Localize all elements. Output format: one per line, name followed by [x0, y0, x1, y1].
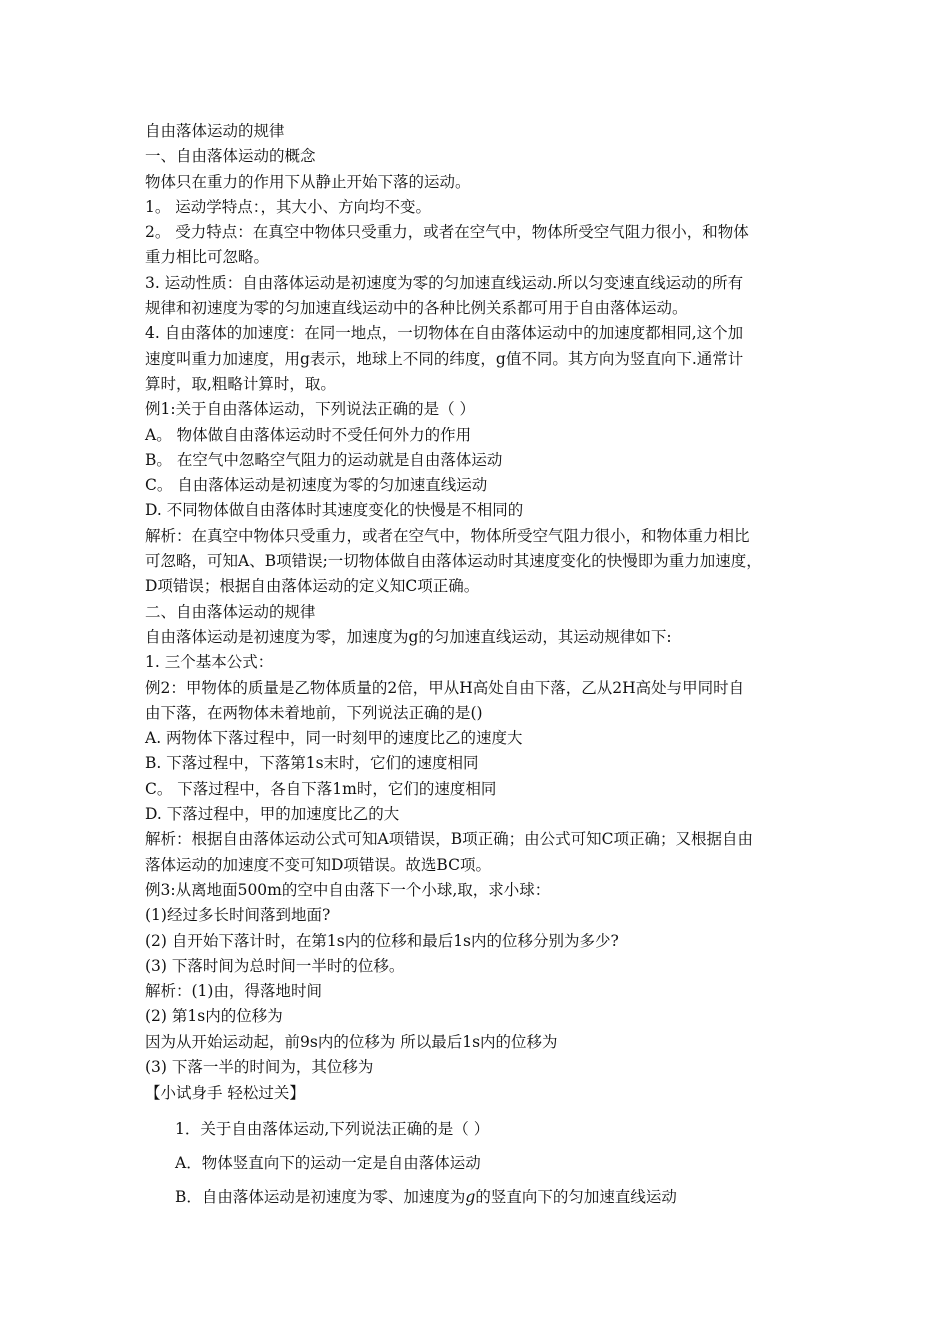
- example-2-option-a: A. 两物体下落过程中，同一时刻甲的速度比乙的速度大: [145, 729, 523, 748]
- text-line: 落体运动的加速度不变可知D项错误。故选BC项。: [145, 855, 491, 874]
- quiz-section: [145, 1081, 815, 1214]
- text-line: 速度叫重力加速度，用g表示，地球上不同的纬度，g值不同。其方向为竖直向下.通常计: [145, 349, 744, 368]
- example-1-option-c: C。 自由落体运动是初速度为零的匀加速直线运动: [145, 476, 488, 495]
- example-2-option-b: B. 下落过程中，下落第1s末时，它们的速度相同: [145, 754, 479, 773]
- quiz-option-b: [145, 1180, 815, 1214]
- text-line: D项错误；根据自由落体运动的定义知C项正确。: [145, 577, 480, 596]
- text-line: 物体只在重力的作用下从静止开始下落的运动。: [145, 172, 471, 191]
- example-2-question: 例2：甲物体的质量是乙物体质量的2倍，甲从H高处自由下落，乙从2H高处与甲同时自: [145, 678, 745, 697]
- quiz-option-a: A．物体竖直向下的运动一定是自由落体运动: [175, 1154, 481, 1172]
- text-line: 解析：在真空中物体只受重力，或者在空气中，物体所受空气阻力很小，和物体重力相比: [145, 526, 750, 545]
- quiz-option-b-var: g: [465, 1188, 476, 1206]
- text-line: 规律和初速度为零的匀加速直线运动中的各种比例关系都可用于自由落体运动。: [145, 299, 688, 318]
- example-3-question: 例3:从离地面500m的空中自由落下一个小球,取，求小球：: [145, 880, 551, 899]
- document-body: [145, 119, 815, 1080]
- text-line: 2。 受力特点：在真空中物体只受重力，或者在空气中，物体所受空气阻力很小，和物体: [145, 223, 749, 242]
- example-1-question: 例1:关于自由落体运动，下列说法正确的是（ ）: [145, 400, 476, 419]
- quiz-option-b-pre: B．自由落体运动是初速度为零、加速度为: [175, 1188, 466, 1206]
- text-line: (1)经过多长时间落到地面?: [145, 906, 331, 925]
- quiz-title: 【小试身手 轻松过关】: [145, 1084, 305, 1102]
- example-1-option-d: D. 不同物体做自由落体时其速度变化的快慢是不相同的: [145, 501, 524, 520]
- text-line: 因为从开始运动起，前9s内的位移为 所以最后1s内的位移为: [145, 1032, 558, 1051]
- text-line: (2) 自开始下落计时，在第1s内的位移和最后1s内的位移分别为多少?: [145, 931, 619, 950]
- doc-title: 自由落体运动的规律: [145, 122, 285, 140]
- example-2-option-d: D. 下落过程中，甲的加速度比乙的大: [145, 805, 400, 824]
- text-line: 1。 运动学特点：，其大小、方向均不变。: [145, 197, 432, 216]
- text-line: 1. 三个基本公式：: [145, 653, 274, 672]
- section-heading-2: 二、自由落体运动的规律: [145, 602, 316, 621]
- text-line: 自由落体运动是初速度为零，加速度为g的匀加速直线运动，其运动规律如下:: [145, 627, 672, 646]
- example-2-option-c: C。 下落过程中，各自下落1m时，它们的速度相同: [145, 779, 497, 798]
- quiz-option-b-post: 的竖直向下的匀加速直线运动: [475, 1188, 677, 1206]
- text-line: (3) 下落时间为总时间一半时的位移。: [145, 956, 405, 975]
- text-line: 算时，取,粗略计算时，取。: [145, 374, 336, 393]
- text-line: 3. 运动性质：自由落体运动是初速度为零的匀加速直线运动.所以匀变速直线运动的所有: [145, 273, 744, 292]
- text-line: 解析：根据自由落体运动公式可知A项错误，B项正确；由公式可知C项正确；又根据自由: [145, 830, 753, 849]
- text-line: 由下落，在两物体未着地前，下列说法正确的是(): [145, 703, 483, 722]
- example-1-option-a: A。 物体做自由落体运动时不受任何外力的作用: [145, 425, 472, 444]
- section-heading-1: 一、自由落体运动的概念: [145, 147, 316, 166]
- text-line: (2) 第1s内的位移为: [145, 1007, 283, 1026]
- text-line: 4. 自由落体的加速度：在同一地点，一切物体在自由落体运动中的加速度都相同,这个加: [145, 324, 744, 343]
- text-line: (3) 下落一半的时间为，其位移为: [145, 1057, 374, 1076]
- text-line: 重力相比可忽略。: [145, 248, 270, 267]
- example-1-option-b: B。 在空气中忽略空气阻力的运动就是自由落体运动: [145, 450, 503, 469]
- quiz-question: 1．关于自由落体运动,下列说法正确的是（ ）: [175, 1120, 490, 1138]
- text-line: 解析：(1)由，得落地时间: [145, 982, 322, 1001]
- text-line: 可忽略，可知A、B项错误;一切物体做自由落体运动时其速度变化的快慢即为重力加速度，: [145, 552, 762, 571]
